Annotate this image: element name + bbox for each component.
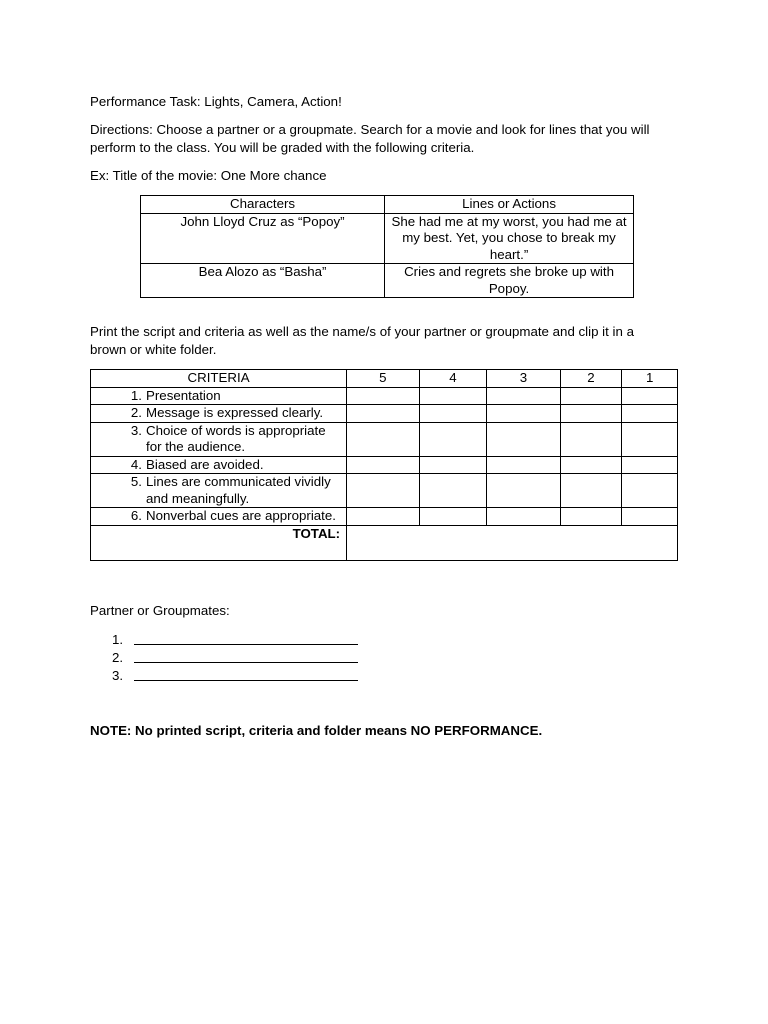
print-instructions-line-2: brown or white folder.: [90, 342, 217, 357]
table-row: [91, 456, 678, 474]
score-cell[interactable]: [419, 456, 487, 474]
score-cell[interactable]: [622, 508, 678, 526]
partner-name-line[interactable]: [134, 632, 358, 645]
total-label: TOTAL:: [91, 525, 347, 560]
score-cell[interactable]: [622, 422, 678, 456]
criteria-item: [94, 508, 343, 525]
criteria-item: [94, 423, 343, 456]
score-cell[interactable]: [347, 456, 420, 474]
score-cell[interactable]: [347, 405, 420, 423]
score-cell[interactable]: [622, 387, 678, 405]
score-header-5: 5: [347, 370, 420, 388]
criteria-table: [90, 369, 678, 561]
criteria-item-number: 4.: [130, 456, 142, 472]
partners-label: Partner or Groupmates:: [90, 603, 230, 618]
score-cell[interactable]: [560, 387, 622, 405]
table-row: [91, 422, 678, 456]
total-row: [91, 525, 678, 560]
column-header-lines: Lines or Actions: [385, 196, 634, 214]
table-row: [91, 508, 678, 526]
score-cell[interactable]: [419, 387, 487, 405]
criteria-header-row: [91, 370, 678, 388]
criteria-item-text: Nonverbal cues are appropriate.: [146, 508, 336, 523]
score-header-1: 1: [622, 370, 678, 388]
score-cell[interactable]: [347, 508, 420, 526]
criteria-item: [94, 457, 343, 474]
partner-entry: [112, 668, 358, 686]
criteria-item-number: 2.: [130, 405, 142, 420]
partner-number: 1.: [112, 632, 124, 647]
score-cell[interactable]: [560, 456, 622, 474]
line-cell: She had me at my worst, you had me at my best. Yet, you chose to break my heart.”: [385, 213, 634, 264]
score-cell[interactable]: [487, 405, 561, 423]
score-cell[interactable]: [419, 474, 487, 508]
column-header-characters: Characters: [141, 196, 385, 214]
table-row: [91, 387, 678, 405]
line-cell: Cries and regrets she broke up with Popoy.: [385, 264, 634, 298]
score-cell[interactable]: [622, 456, 678, 474]
directions-line-2: perform to the class. You will be graded with the following criteria.: [90, 140, 475, 155]
partner-entry: [112, 632, 358, 650]
criteria-item-number: 1.: [130, 387, 142, 403]
criteria-item-text: Lines are communicated vividly and meaningfully.: [146, 474, 331, 506]
score-cell[interactable]: [560, 405, 622, 423]
character-cell: John Lloyd Cruz as “Popoy”: [141, 213, 385, 264]
score-header-3: 3: [487, 370, 561, 388]
table-row: [141, 213, 634, 264]
criteria-item-text: Presentation: [146, 387, 221, 403]
partner-number: 3.: [112, 668, 124, 683]
criteria-item-number: 5.: [130, 474, 142, 489]
note: NOTE: No printed script, criteria and folder means NO PERFORMANCE.: [90, 723, 543, 738]
example-table-header-row: [141, 196, 634, 214]
score-cell[interactable]: [622, 405, 678, 423]
score-cell[interactable]: [560, 422, 622, 456]
criteria-item-text: Biased are avoided.: [146, 456, 264, 472]
character-cell: Bea Alozo as “Basha”: [141, 264, 385, 298]
score-cell[interactable]: [487, 508, 561, 526]
score-cell[interactable]: [419, 405, 487, 423]
score-cell[interactable]: [419, 508, 487, 526]
criteria-item-text: Message is expressed clearly.: [146, 405, 324, 420]
total-cell[interactable]: [347, 525, 678, 560]
example-movie-title: Ex: Title of the movie: One More chance: [90, 168, 327, 183]
criteria-item: [94, 474, 343, 507]
score-cell[interactable]: [622, 474, 678, 508]
criteria-item-text: Choice of words is appropriate for the audience.: [146, 422, 326, 454]
score-cell[interactable]: [347, 474, 420, 508]
score-header-4: 4: [419, 370, 487, 388]
score-cell[interactable]: [419, 422, 487, 456]
criteria-item: [94, 388, 343, 405]
score-cell[interactable]: [487, 474, 561, 508]
criteria-item: [94, 405, 343, 422]
table-row: [141, 264, 634, 298]
partner-entry: [112, 650, 358, 668]
directions-line-1: Directions: Choose a partner or a groupmate. Search for a movie and look for lines that you will: [90, 122, 650, 137]
score-cell[interactable]: [347, 387, 420, 405]
score-header-2: 2: [560, 370, 622, 388]
criteria-item-number: 6.: [130, 508, 142, 523]
score-cell[interactable]: [347, 422, 420, 456]
partners-list: [112, 632, 358, 686]
score-cell[interactable]: [487, 456, 561, 474]
task-title: Performance Task: Lights, Camera, Action!: [90, 94, 342, 109]
criteria-item-number: 3.: [130, 422, 142, 438]
score-cell[interactable]: [487, 422, 561, 456]
score-cell[interactable]: [487, 387, 561, 405]
example-table: [140, 195, 634, 298]
print-instructions-line-1: Print the script and criteria as well as the name/s of your partner or groupmate and clip it in a: [90, 324, 634, 339]
partner-number: 2.: [112, 650, 124, 665]
score-cell[interactable]: [560, 474, 622, 508]
table-row: [91, 405, 678, 423]
partner-name-line[interactable]: [134, 668, 358, 681]
partner-name-line[interactable]: [134, 650, 358, 663]
table-row: [91, 474, 678, 508]
score-cell[interactable]: [560, 508, 622, 526]
criteria-header: CRITERIA: [91, 370, 347, 388]
